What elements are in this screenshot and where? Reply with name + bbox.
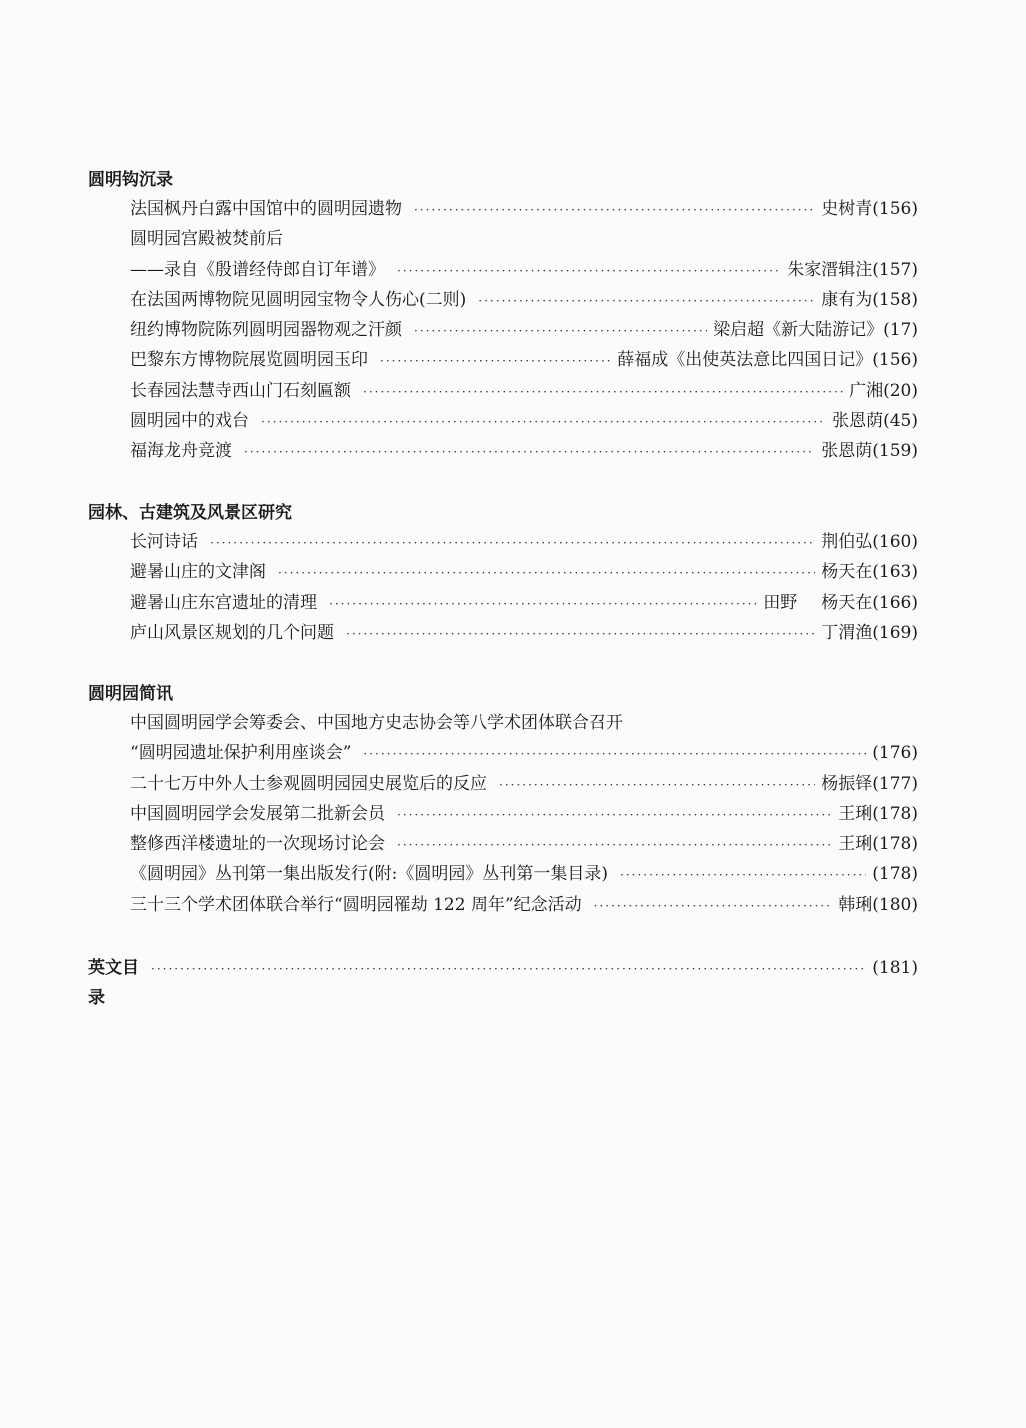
entry-title: 圆明园宫殿被焚前后 (130, 229, 283, 250)
leader-dots (397, 800, 832, 830)
toc-entry (130, 376, 918, 406)
toc-section (88, 499, 918, 648)
entry-title: 巴黎东方博物院展览圆明园玉印 (130, 350, 368, 371)
entry-title: 长河诗话 (130, 532, 198, 552)
entry-title: 圆明园中的戏台 (130, 411, 249, 432)
toc-entry (130, 708, 918, 738)
entry-title: 整修西洋楼遗址的一次现场讨论会 (130, 834, 385, 855)
english-toc-entry (88, 953, 918, 1008)
toc-entry (130, 406, 918, 436)
section-title: 圆明园简讯 (88, 684, 173, 704)
toc-entry (130, 829, 918, 859)
entry-author: 薛福成《出使英法意比四国日记》(156) (617, 350, 918, 371)
english-toc-title: 英文目录 (88, 958, 139, 1008)
toc-entry (130, 436, 918, 466)
entry-title: 三十三个学术团体联合举行“圆明园罹劫 122 周年”纪念活动 (130, 894, 582, 915)
leader-dots (346, 619, 815, 649)
entry-title: 避暑山庄东宫遗址的清理 (130, 592, 317, 613)
entry-title: 福海龙舟竞渡 (130, 441, 232, 462)
leader-dots (329, 589, 757, 619)
leader-dots (210, 528, 815, 558)
entry-author: 荆伯弘(160) (821, 532, 918, 552)
entry-coauthor: 田野 (763, 592, 798, 613)
toc-entry (130, 769, 918, 799)
toc-entry (130, 859, 918, 889)
entry-author: 广湘(20) (849, 380, 918, 401)
leader-dots (414, 316, 707, 346)
entry-title: 二十七万中外人士参观圆明园园史展览后的反应 (130, 773, 487, 794)
entry-author: 杨振铎(177) (821, 773, 918, 794)
leader-dots (151, 954, 866, 984)
leader-dots (363, 377, 843, 407)
entry-title: 长春园法慧寺西山门石刻匾额 (130, 380, 351, 401)
leader-dots (594, 891, 833, 921)
entry-title: 庐山风景区规划的几个问题 (130, 622, 334, 643)
entry-author: 韩琍(180) (838, 894, 918, 915)
entry-title: 纽约博物院陈列圆明园器物观之汗颜 (130, 320, 402, 341)
entry-author: 张恩荫(159) (821, 441, 918, 462)
entry-title: “圆明园遗址保护利用座谈会” (130, 743, 352, 764)
toc-entry (130, 224, 918, 254)
toc-entry (130, 315, 918, 345)
toc-entry (130, 738, 918, 768)
leader-dots (478, 286, 815, 316)
toc-entry (130, 557, 918, 587)
leader-dots (244, 437, 815, 467)
leader-dots (397, 830, 832, 860)
toc-entry (130, 890, 918, 920)
leader-dots (397, 256, 781, 286)
leader-dots (414, 195, 815, 225)
toc-entry (130, 588, 918, 618)
entry-author: (176) (872, 743, 918, 764)
section-title: 圆明钩沉录 (88, 170, 173, 190)
entry-title: 中国圆明园学会发展第二批新会员 (130, 803, 385, 824)
leader-dots (363, 739, 866, 769)
toc-section (88, 166, 918, 467)
entry-author: 杨天在(163) (821, 562, 918, 583)
entry-title: 避暑山庄的文津阁 (130, 562, 266, 583)
toc-section (88, 680, 918, 920)
entry-author: 史树青(156) (821, 199, 918, 219)
toc-entry (130, 285, 918, 315)
entry-author: 杨天在(166) (821, 592, 918, 613)
entry-title: 《圆明园》丛刊第一集出版发行(附:《圆明园》丛刊第一集目录) (130, 864, 608, 885)
entry-author: 丁渭渔(169) (821, 622, 918, 643)
english-toc-page: (181) (872, 958, 918, 978)
entry-title: ——录自《殷谱经侍郎自订年谱》 (130, 259, 385, 280)
entry-author: (178) (872, 864, 918, 885)
leader-dots (261, 407, 826, 437)
entry-title: 在法国两博物院见圆明园宝物令人伤心(二则) (130, 289, 467, 310)
toc-entry (130, 255, 918, 285)
toc-entry (130, 194, 918, 224)
entry-author: 梁启超《新大陆游记》(17) (713, 320, 918, 341)
toc-entry (130, 345, 918, 375)
entry-author: 康有为(158) (821, 289, 918, 310)
leader-dots (499, 770, 815, 800)
entry-author: 王琍(178) (838, 834, 918, 855)
leader-dots (380, 346, 611, 376)
toc-entry (130, 618, 918, 648)
entry-title: 法国枫丹白露中国馆中的圆明园遗物 (130, 199, 402, 219)
leader-dots (620, 860, 866, 890)
entry-author: 王琍(178) (838, 803, 918, 824)
section-title: 园林、古建筑及风景区研究 (88, 503, 292, 523)
leader-dots (278, 558, 815, 588)
toc-entry (130, 527, 918, 557)
toc-entry (130, 799, 918, 829)
entry-author: 朱家溍辑注(157) (787, 259, 918, 280)
entry-author: 张恩荫(45) (832, 411, 918, 432)
entry-title: 中国圆明园学会筹委会、中国地方史志协会等八学术团体联合召开 (130, 713, 623, 733)
